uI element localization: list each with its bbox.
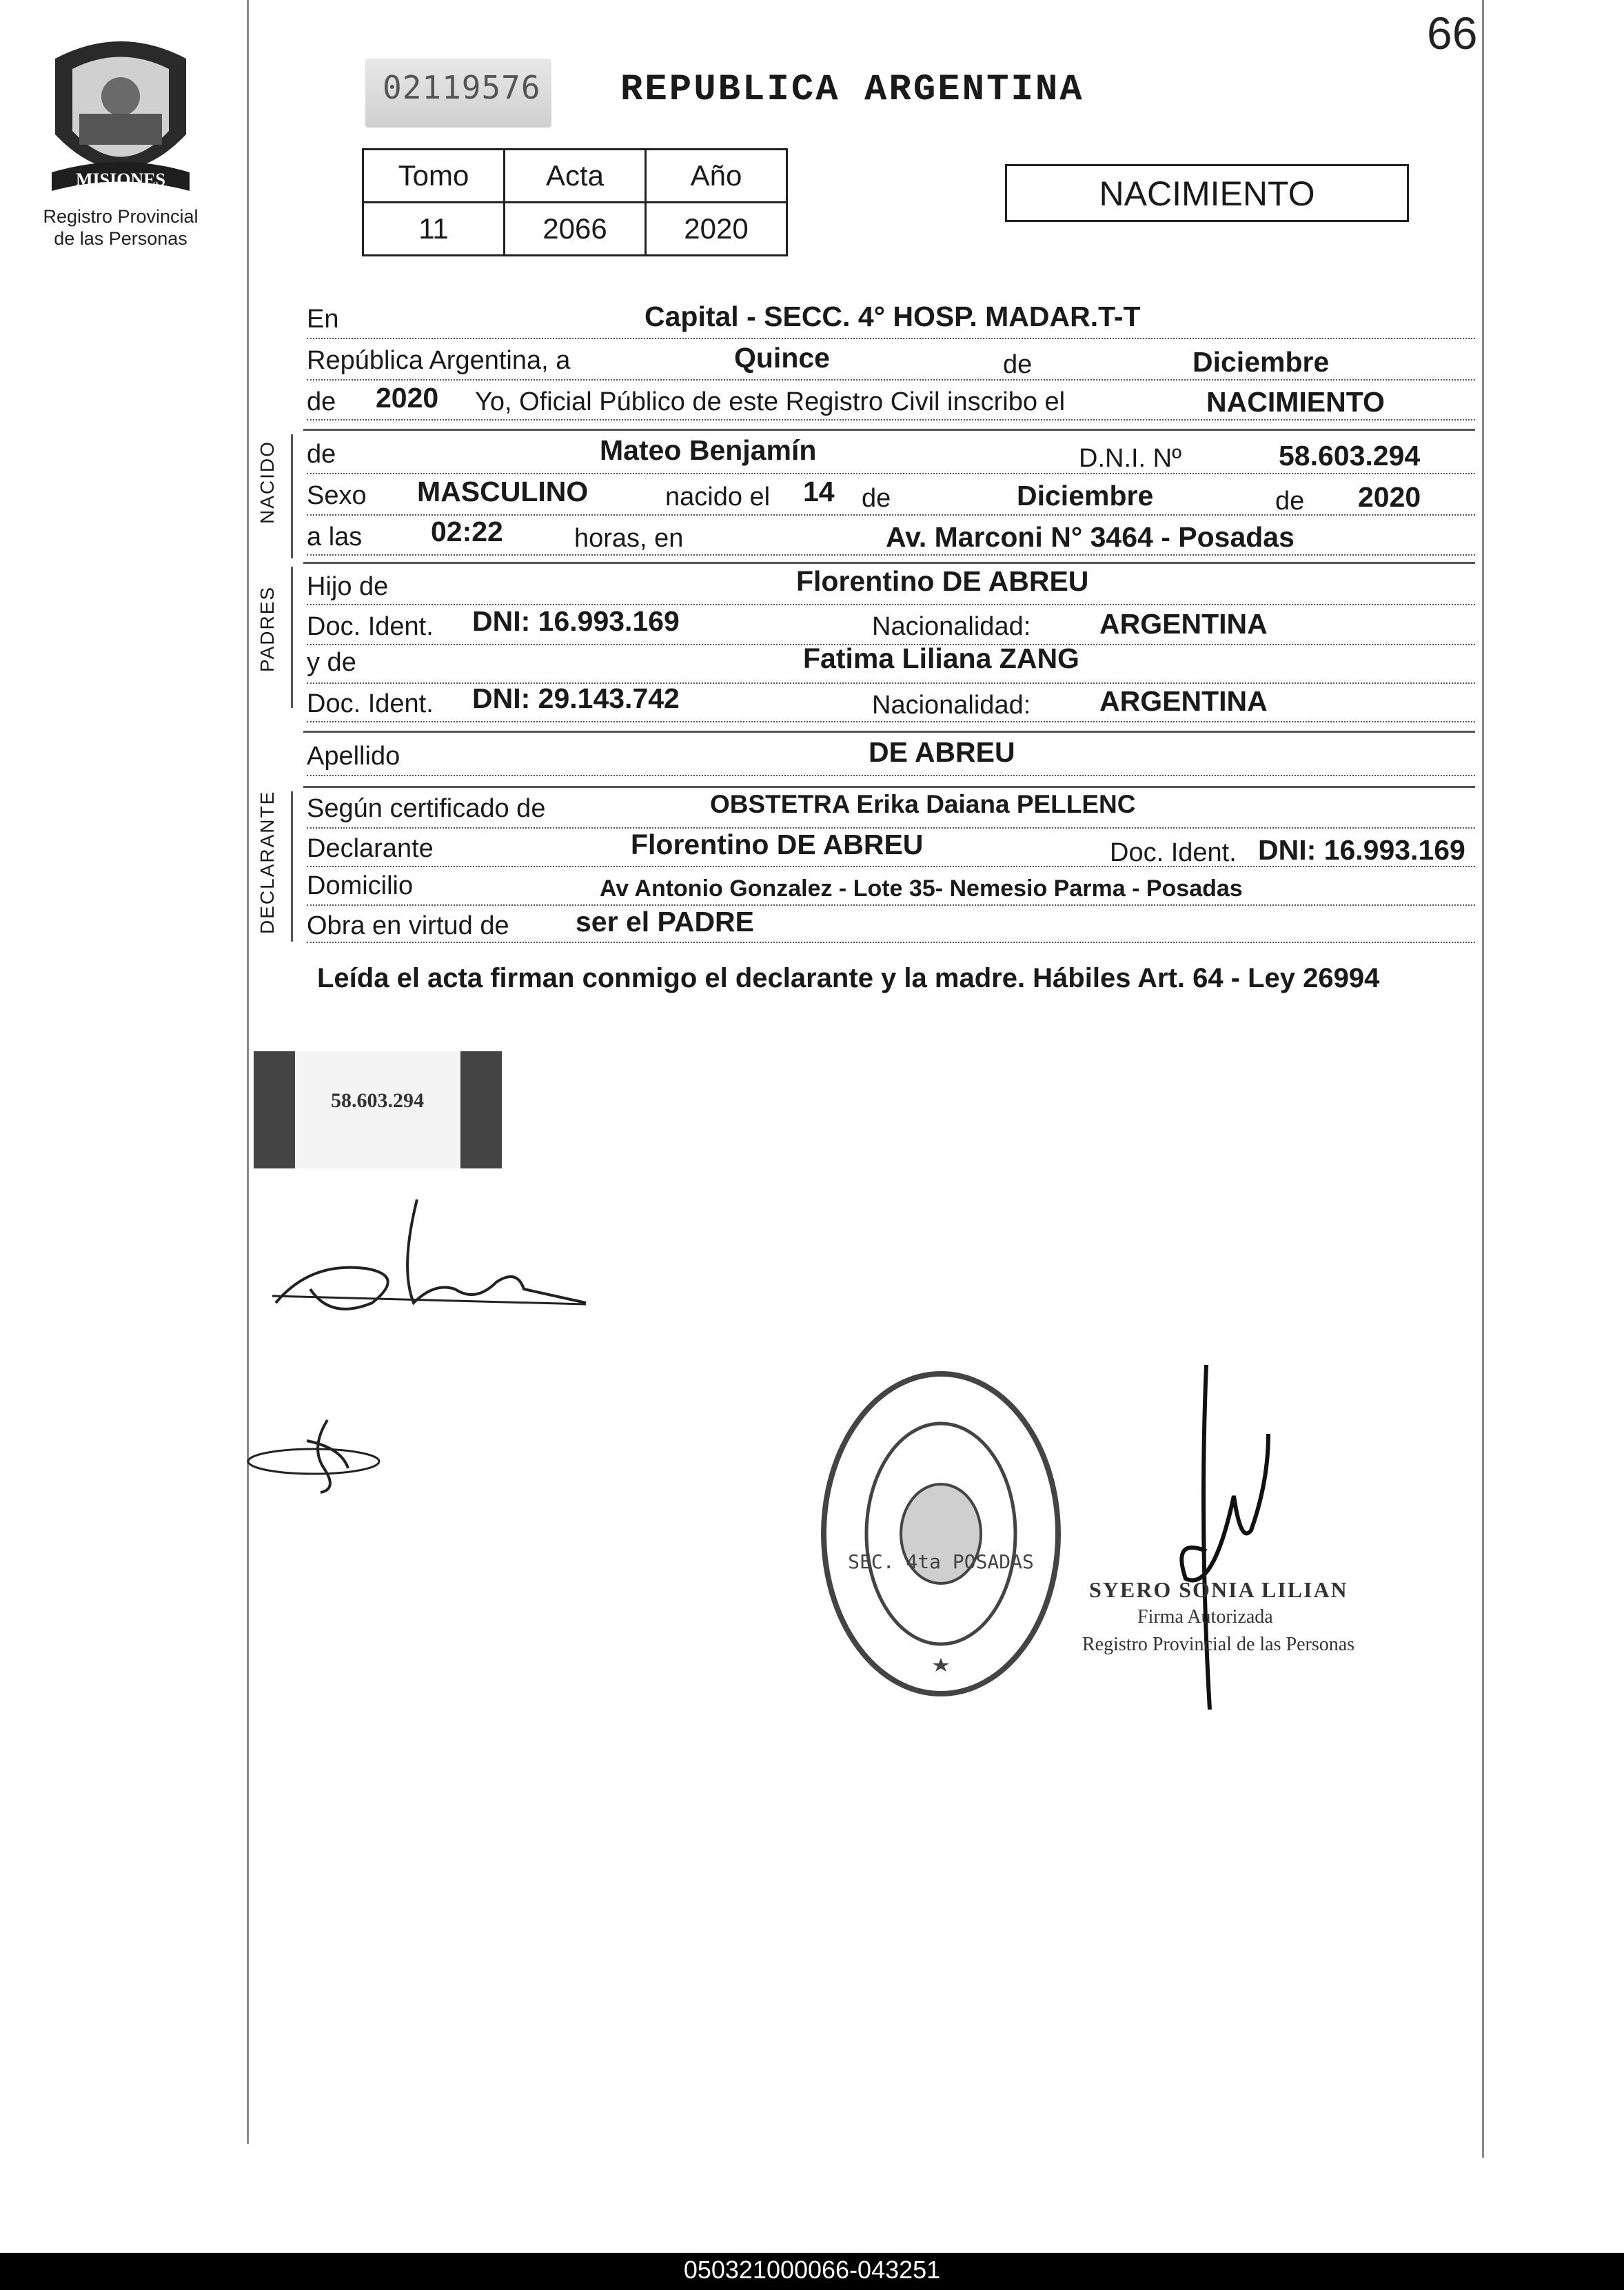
padres-bar [291, 567, 293, 708]
mother-nationality: ARGENTINA [1099, 685, 1268, 717]
footer-code: 050321000066-043251 [683, 2256, 941, 2284]
line-date [307, 339, 1475, 381]
signature-official [1130, 1358, 1289, 1716]
mother-nat-label: Nacionalidad: [872, 691, 1031, 720]
father-doc-label: Doc. Ident. [307, 612, 434, 641]
official-role: Firma Autorizada [1137, 1606, 1273, 1628]
child-dni: 58.603.294 [1279, 440, 1421, 472]
register-value-row [363, 203, 787, 256]
registry-caption-line2: de las Personas [54, 228, 187, 249]
de-label: de [1003, 350, 1033, 379]
certificate-value: OBSTETRA Erika Daiana PELLENC [710, 790, 1136, 818]
year-value: 2020 [376, 382, 439, 414]
act-value: NACIMIENTO [1206, 386, 1385, 418]
place-value: Capital - SECC. 4° HOSP. MADAR.T-T [644, 301, 1141, 332]
anio-header: Año [646, 150, 787, 203]
line-sex [307, 474, 1475, 516]
declarante-label: Declarante [307, 834, 434, 863]
birth-year: 2020 [1358, 481, 1421, 513]
birth-time: 02:22 [431, 516, 503, 547]
official-registry: Registro Provincial de las Personas [1082, 1634, 1355, 1655]
hijo-de-label: Hijo de [307, 572, 389, 601]
official-seal [817, 1368, 1065, 1699]
tomo-header: Tomo [363, 150, 505, 203]
obra-label: Obra en virtud de [307, 911, 509, 940]
republica-label: República Argentina, a [307, 346, 571, 375]
birth-month: Diciembre [1017, 480, 1154, 511]
register-table [362, 148, 788, 256]
anio-value: 2020 [646, 203, 787, 256]
padres-side-label: PADRES [256, 585, 278, 672]
day-value: Quince [734, 342, 830, 374]
en-label: En [307, 305, 339, 334]
declarant-doc-label: Doc. Ident. [1110, 838, 1237, 867]
line-certificate [307, 787, 1475, 829]
line-declarant [307, 826, 1475, 867]
tomo-value: 11 [363, 203, 505, 256]
official-name: SYERO SONIA LILIAN [1089, 1577, 1348, 1602]
surname-value: DE ABREU [869, 736, 1015, 768]
nacido-de-label: de [307, 440, 336, 469]
birth-day: 14 [803, 476, 835, 507]
id-sticker-number: 58.603.294 [331, 1089, 424, 1112]
domicile-value: Av Antonio Gonzalez - Lote 35- Nemesio Parma - Posadas [600, 875, 1243, 902]
line-surname [307, 735, 1475, 776]
line-mother-doc [307, 681, 1475, 722]
line-domicile [307, 864, 1475, 906]
document-title: REPUBLICA ARGENTINA [620, 69, 1084, 111]
closing-statement: Leída el acta firman conmigo el declarante y la madre. Hábiles Art. 64 - Ley 26994 [317, 963, 1380, 993]
child-name: Mateo Benjamín [600, 434, 817, 466]
declarante-side-label: DECLARANTE [256, 790, 278, 934]
nacido-el-label: nacido el [665, 483, 771, 511]
certificado-label: Según certificado de [307, 794, 546, 823]
birth-de-label: de [862, 484, 891, 513]
line-time [307, 514, 1475, 556]
nacido-bar [291, 434, 293, 558]
a-las-label: a las [307, 523, 363, 551]
signature-declarant [269, 1186, 593, 1324]
mother-doc-label: Doc. Ident. [307, 689, 434, 718]
registrar-text: Yo, Oficial Público de este Registro Civil inscribo el [475, 387, 1066, 416]
month-value: Diciembre [1192, 346, 1330, 378]
acta-value: 2066 [505, 203, 646, 256]
crest-bottom-text: MISIONES [75, 170, 166, 190]
capacity-value: ser el PADRE [576, 906, 755, 938]
signature-mother [245, 1406, 396, 1496]
line-name [307, 433, 1475, 474]
act-type-box: NACIMIENTO [1005, 164, 1409, 222]
father-doc: DNI: 16.993.169 [472, 605, 680, 637]
misiones-crest [41, 31, 200, 200]
declarante-bar [291, 791, 293, 942]
line-father-doc [307, 604, 1475, 645]
mother-name: Fatima Liliana ZANG [803, 642, 1079, 674]
separator-apellido [303, 731, 1475, 733]
apellido-label: Apellido [307, 742, 400, 771]
declarant-doc: DNI: 16.993.169 [1258, 834, 1465, 866]
domicilio-label: Domicilio [307, 871, 414, 900]
right-margin-rule [1482, 0, 1484, 2158]
y-de-label: y de [307, 648, 356, 677]
line-father [307, 564, 1475, 605]
dni-label: D.N.I. Nº [1079, 444, 1181, 473]
left-margin-rule [247, 0, 249, 2144]
line-place [307, 298, 1475, 339]
father-name: Florentino DE ABREU [796, 565, 1089, 597]
separator-nacido [303, 429, 1475, 431]
nacido-side-label: NACIDO [256, 440, 278, 524]
sexo-value: MASCULINO [417, 476, 589, 507]
registry-caption-line1: Registro Provincial [43, 206, 199, 227]
crest-icon [41, 31, 200, 196]
page-number: 66 [1427, 8, 1478, 59]
serial-number: 02119576 [383, 69, 541, 106]
register-header-row [363, 150, 787, 203]
de-year-label: de [307, 387, 336, 416]
line-year [307, 379, 1475, 420]
line-capacity [307, 902, 1475, 943]
acta-header: Acta [505, 150, 646, 203]
seal-inner-text: SEC. 4ta POSADAS [848, 1550, 1034, 1573]
line-mother [307, 642, 1475, 684]
mother-doc: DNI: 29.143.742 [472, 682, 680, 714]
birth-de-label-2: de [1275, 487, 1305, 516]
horas-label: horas, en [574, 524, 684, 553]
birth-place: Av. Marconi N° 3464 - Posadas [886, 521, 1295, 553]
father-nationality: ARGENTINA [1099, 608, 1268, 640]
registry-caption [21, 205, 221, 250]
sexo-label: Sexo [307, 481, 367, 510]
father-nat-label: Nacionalidad: [872, 612, 1031, 641]
declarant-name: Florentino DE ABREU [631, 829, 924, 860]
